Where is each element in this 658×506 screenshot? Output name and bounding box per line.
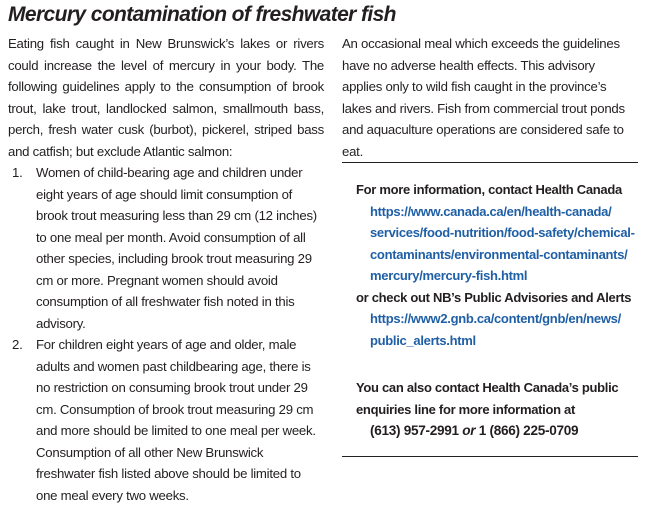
list-item-text: For children eight years of age and older, male adults and women past childbearing age, there is no restriction on consuming brook trout under 29 cm. Consumption of brook trout measuring 29 cm and more should be limited to one meal per week. Consumption of all other New Brunswick freshwater fish listed above should be limited to one meal every two weeks. (36, 337, 316, 503)
list-item (8, 334, 324, 506)
list-item-number: 2. (12, 337, 23, 352)
enquiries-block (356, 377, 646, 442)
health-canada-heading: For more information, contact Health Canada (356, 182, 622, 197)
divider-top (342, 162, 638, 163)
contact-info (356, 179, 646, 351)
nb-alerts-link-line[interactable]: https://www2.gnb.ca/content/gnb/en/news/ (370, 311, 621, 326)
phone-local: (613) 957-2991 (370, 423, 459, 438)
phone-toll-free: 1 (866) 225-0709 (478, 423, 579, 438)
health-canada-link-line[interactable]: contaminants/environmental-contaminants/ (370, 246, 628, 262)
page-title: Mercury contamination of freshwater fish (8, 3, 396, 26)
intro-paragraph: Eating fish caught in New Brunswick’s lakes or rivers could increase the level of mercury in your body. The following guidelines apply to the consumption of brook trout, lake trout, landlocked salmon, smallmouth bass, perch, fresh water cusk (burbot), pickerel, striped bass and catfish; but exclude Atlantic salmon: (8, 36, 324, 159)
health-canada-link-line[interactable]: https://www.canada.ca/en/health-canada/ (370, 203, 612, 219)
nb-advisories-heading: or check out NB’s Public Advisories and Alerts (356, 289, 632, 305)
guidelines-list (8, 162, 324, 506)
health-canada-link-line[interactable]: mercury/mercury-fish.html (370, 268, 528, 283)
nb-alerts-link-line[interactable]: public_alerts.html (370, 332, 476, 348)
list-item-text: Women of child-bearing age and children under eight years of age should limit consumption of brook trout measuring less than 29 cm (12 inches) to one meal per month. Avoid consumption of all other species, including brook trout measuring 29 cm or more. Pregnant women should avoid consumption of all freshwater fish noted in this advisory. (36, 165, 317, 331)
enquiries-text: enquiries line for more information at (356, 401, 576, 417)
phone-separator: or (462, 423, 476, 438)
advisory-paragraph: An occasional meal which exceeds the guidelines have no adverse health effects. This advisory applies only to wild fish caught in the province’s lakes and rivers. Fish from commercial trout ponds and aquaculture operations are considered safe to eat. (342, 36, 625, 159)
left-column (8, 33, 324, 506)
enquiries-text: You can also contact Health Canada’s public (356, 380, 619, 395)
phone-numbers (356, 420, 646, 442)
list-item-number: 1. (12, 165, 23, 180)
list-item (8, 162, 324, 334)
divider-bottom (342, 456, 638, 457)
right-column (342, 33, 638, 162)
health-canada-link-line[interactable]: services/food-nutrition/food-safety/chemical- (370, 225, 635, 240)
